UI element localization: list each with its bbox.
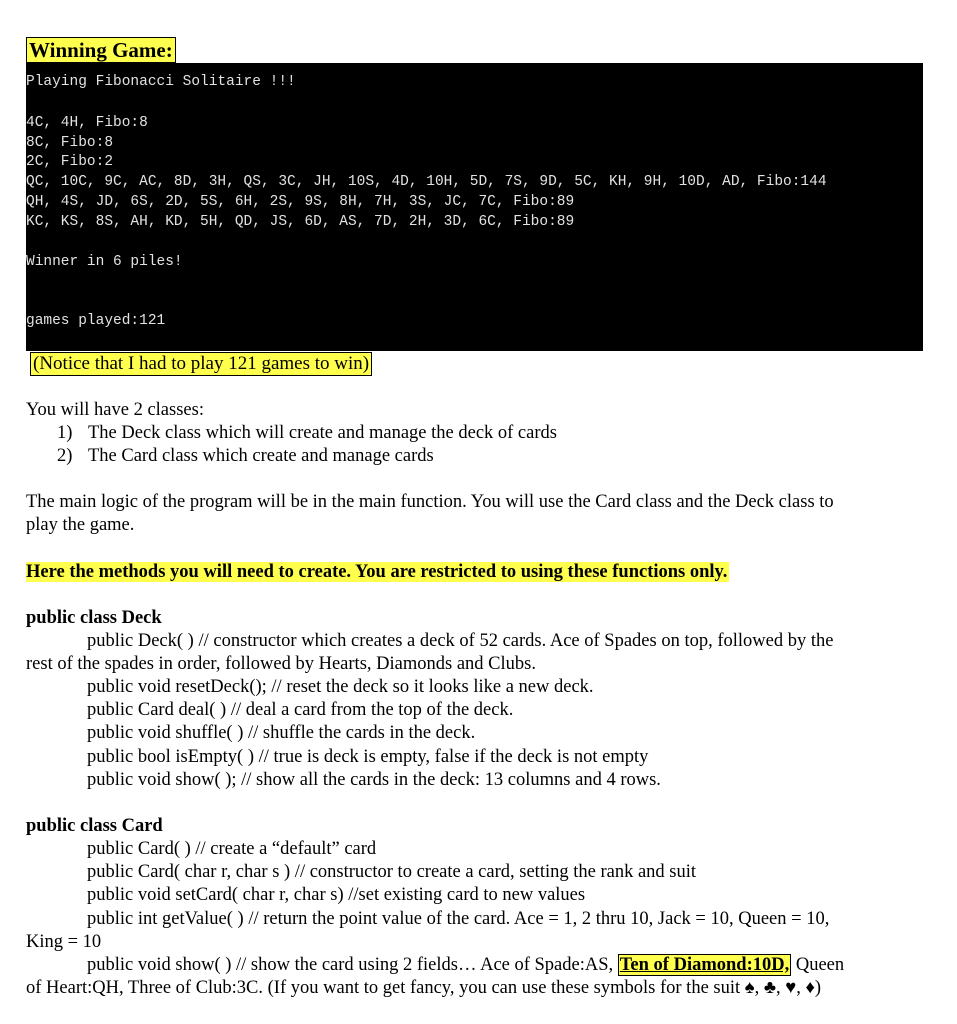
main-logic-line: The main logic of the program will be in the main function. You will use the Card class and the Deck class to [26,492,834,512]
list-text: The Card class which create and manage cards [88,446,434,466]
console-line: 4C, 4H, Fibo:8 [26,115,148,131]
console-line: QC, 10C, 9C, AC, 8D, 3H, QS, 3C, JH, 10S, 4D, 10H, 5D, 7S, 9D, 5C, KH, 9H, 10D, AD, Fibo:144 [26,174,827,190]
methods-heading [26,561,729,584]
console-line: Playing Fibonacci Solitaire !!! [26,74,296,90]
deck-class-title: public class Deck [26,608,162,628]
card-method: public int getValue( ) // return the point value of the card. Ace = 1, 2 thru 10, Jack = 10, Queen = 10, [87,909,830,929]
console-output [26,63,923,351]
classes-list-item [57,422,557,445]
show-text: public void show( ) // show the card using 2 fields… Ace of Spade:AS, [87,955,618,975]
deck-method: public void resetDeck(); // reset the deck so it looks like a new deck. [87,677,594,697]
list-number: 2) [57,446,73,466]
main-logic-line: play the game. [26,515,135,535]
card-method: public Card( char r, char s ) // constructor to create a card, setting the rank and suit [87,862,697,882]
highlighted-example: Ten of Diamond:10D, [619,955,790,975]
deck-method: public bool isEmpty( ) // true is deck is empty, false if the deck is not empty [87,747,649,767]
card-show-continuation: of Heart:QH, Three of Club:3C. (If you want to get fancy, you can use these symbols for the suit ♠, ♣, ♥, ♦) [26,978,822,998]
card-show-method [87,954,844,977]
list-text: The Deck class which will create and manage the deck of cards [88,423,557,443]
card-method: public Card( ) // create a “default” card [87,839,377,859]
console-line: KC, KS, 8S, AH, KD, 5H, QD, JS, 6D, AS, 7D, 2H, 3D, 6C, Fibo:89 [26,214,575,230]
card-method: public void setCard( char r, char s) //set existing card to new values [87,885,586,905]
deck-method: public void show( ); // show all the cards in the deck: 13 columns and 4 rows. [87,770,661,790]
deck-method: public Card deal( ) // deal a card from the top of the deck. [87,700,514,720]
card-class-title: public class Card [26,816,163,836]
classes-list-item [57,445,434,468]
methods-heading-text: Here the methods you will need to create. You are restricted to using these functions only. [26,562,728,582]
deck-method: public void shuffle( ) // shuffle the cards in the deck. [87,723,476,743]
card-method-continuation: King = 10 [26,932,102,952]
console-line: games played:121 [26,313,166,329]
console-line: QH, 4S, JD, 6S, 2D, 5S, 6H, 2S, 9S, 8H, 7H, 3S, JC, 7C, Fibo:89 [26,194,575,210]
list-number: 1) [57,423,73,443]
console-line: Winner in 6 piles! [26,254,183,270]
console-line: 2C, Fibo:2 [26,154,114,170]
show-text: Queen [791,955,845,975]
classes-intro: You will have 2 classes: [26,400,204,420]
games-played-note: (Notice that I had to play 121 games to win) [30,352,372,376]
deck-constructor-line: public Deck( ) // constructor which creates a deck of 52 cards. Ace of Spades on top, followed by the [87,631,834,651]
deck-constructor-line: rest of the spades in order, followed by Hearts, Diamonds and Clubs. [26,654,536,674]
console-line: 8C, Fibo:8 [26,135,114,151]
winning-game-heading: Winning Game: [26,37,176,63]
